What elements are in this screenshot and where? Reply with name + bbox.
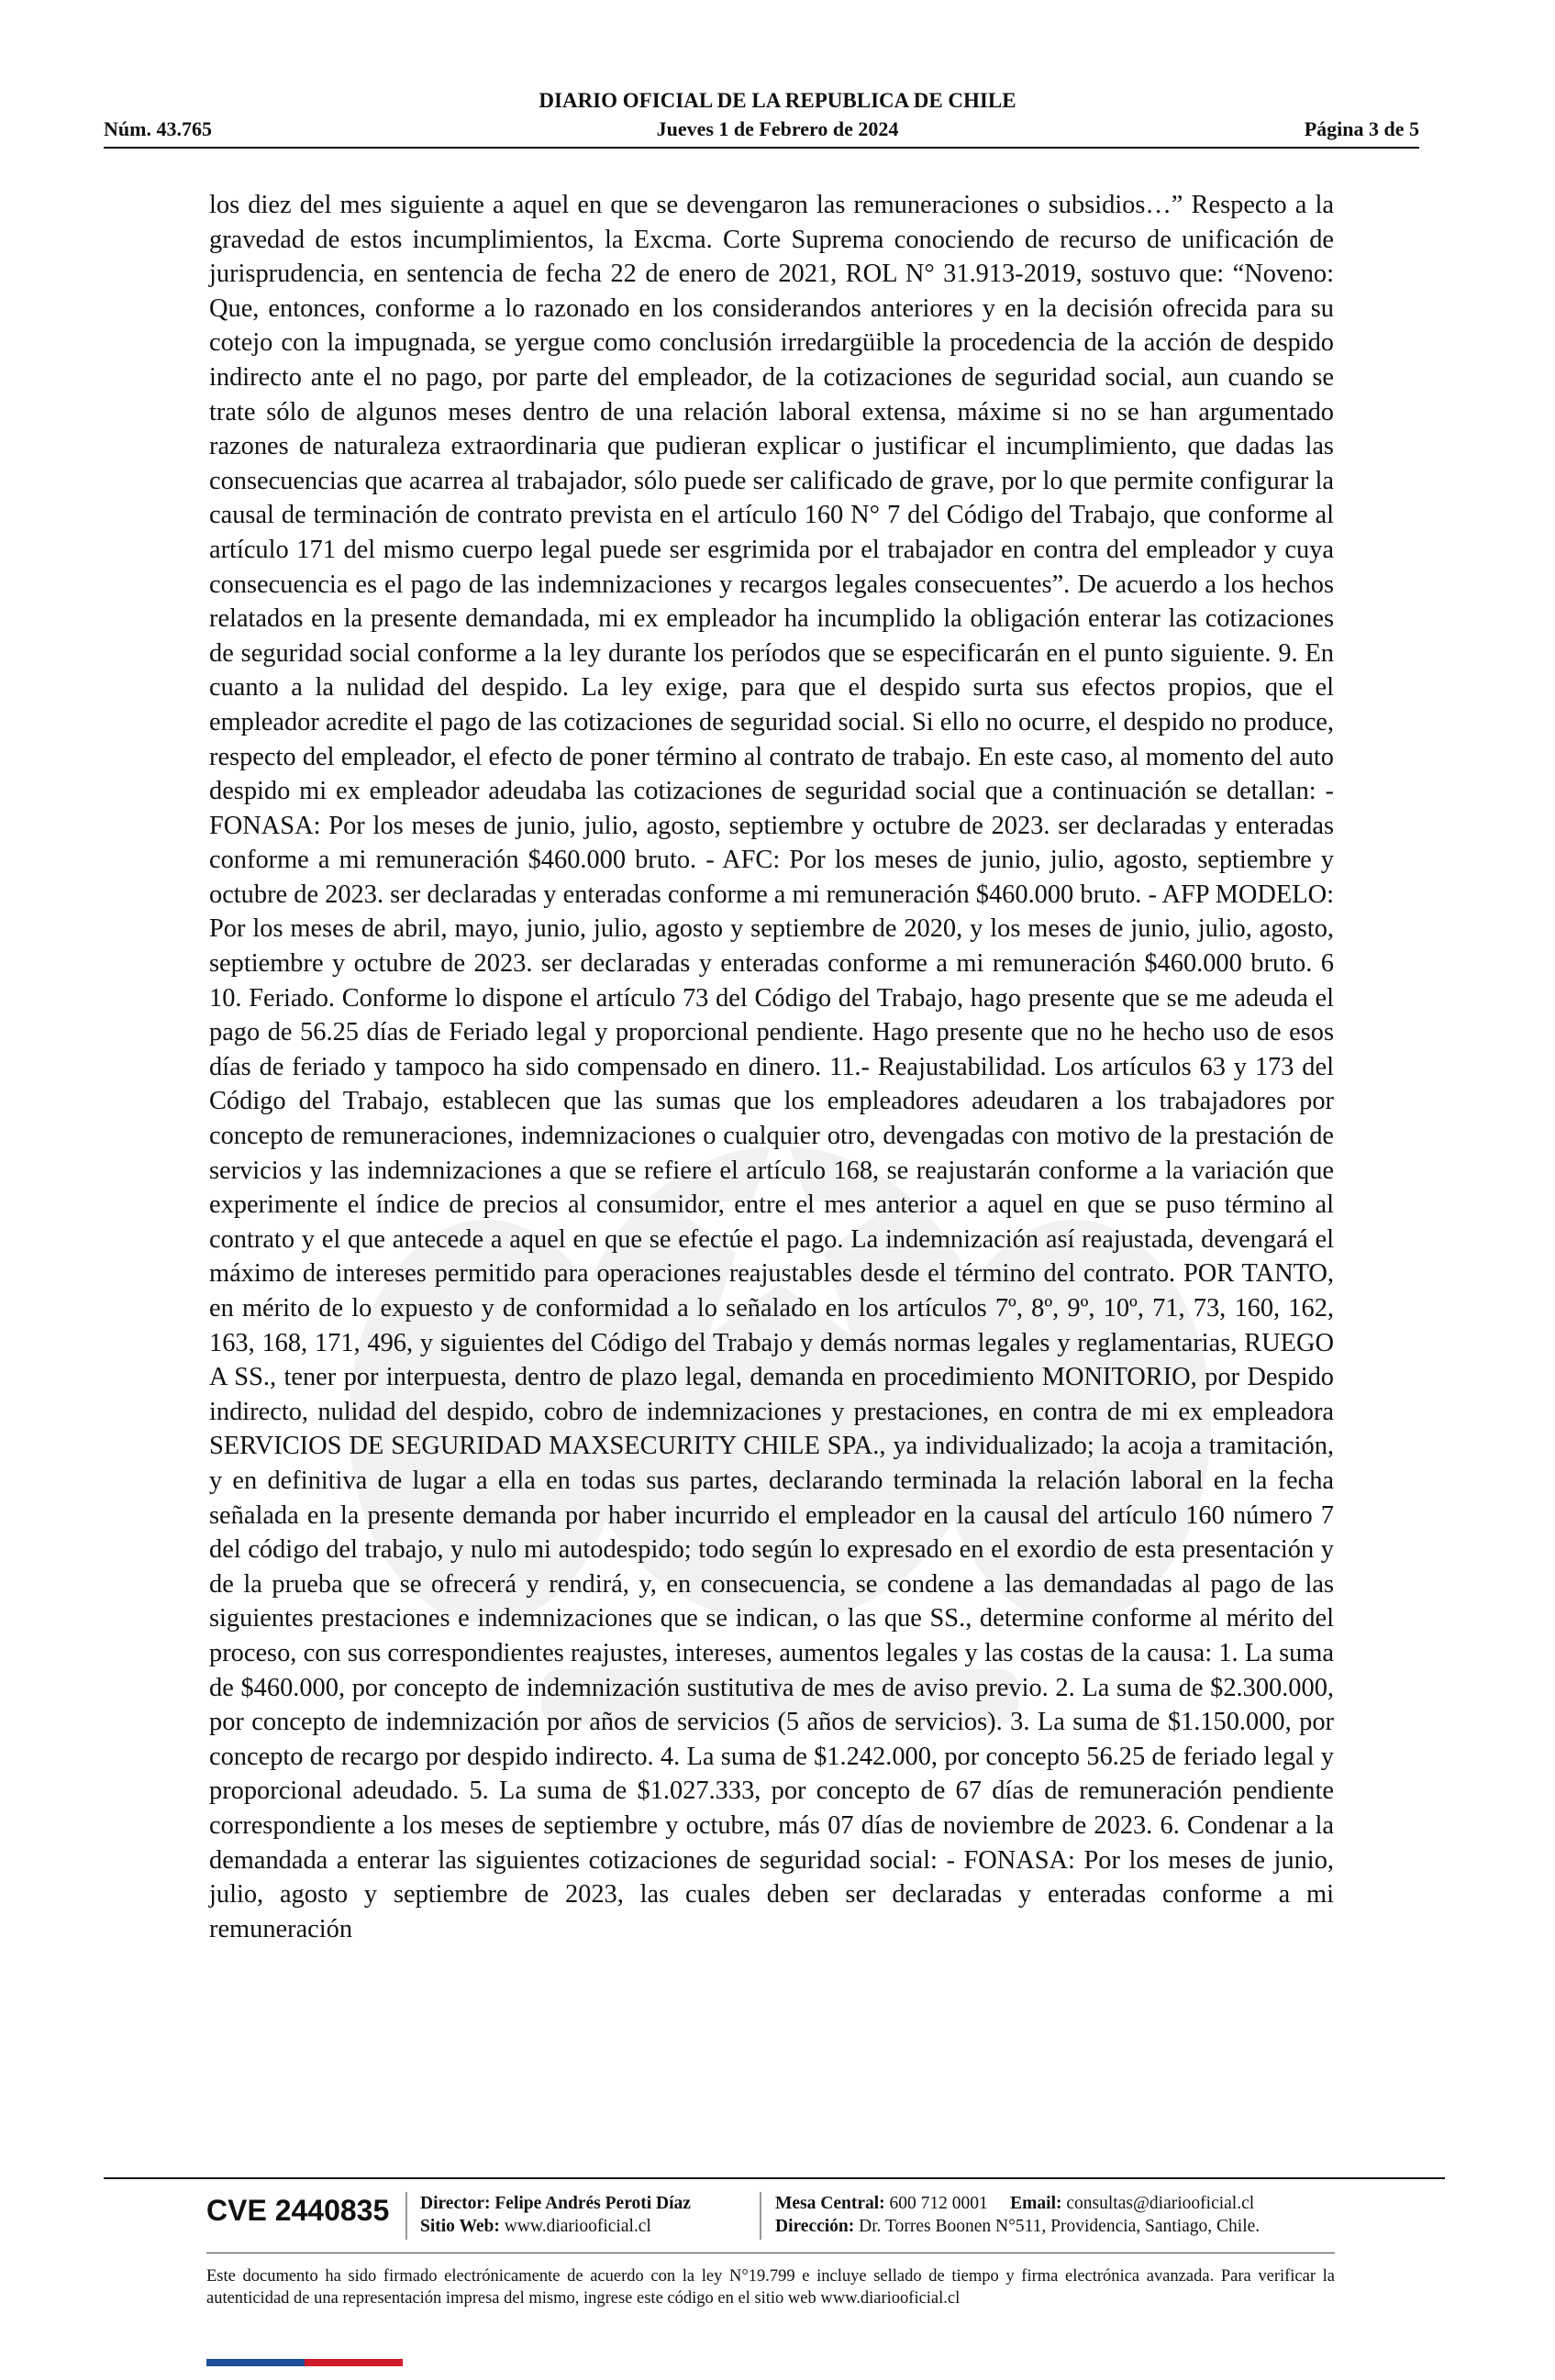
- journal-title: DIARIO OFICIAL DE LA REPUBLICA DE CHILE: [539, 89, 1016, 112]
- body-paragraph: los diez del mes siguiente a aquel en que se devengaron las remuneraciones o subsidios…” Respecto a la gravedad de estos incumplimientos, la Excma. Corte Suprema conociendo de recurso de unificación de jurisprudencia, en sentencia de fecha 22 de enero de 2021, ROL N° 31.913-2019, sostuvo que: “Noveno: Que, entonces, conforme a lo razonado en los considerandos anteriores y en la decisión ofrecida para su cotejo con la impugnada, se yergue como conclusión irredargüible la procedencia de la acción de despido indirecto ante el no pago, por parte del empleador, de la cotizaciones de seguridad social, aun cuando se trate sólo de algunos meses dentro de una relación laboral extensa, máxime si no se han argumentado razones de naturaleza extraordinaria que pudieran explicar o justificar el incumplimiento, que dadas las consecuencias que acarrea al trabajador, sólo puede ser calificado de grave, por lo que permite configurar la causal de terminación de contrato prevista en el artículo 160 N° 7 del Código del Trabajo, que conforme al artículo 171 del mismo cuerpo legal puede ser esgrimida por el trabajador en contra del empleador y cuya consecuencia es el pago de las indemnizaciones y recargos legales consecuentes”. De acuerdo a los hechos relatados en la presente demandada, mi ex empleador ha incumplido la obligación enterar las cotizaciones de seguridad social conforme a la ley durante los períodos que se especificarán en el punto siguiente. 9. En cuanto a la nulidad del despido. La ley exige, para que el despido surta sus efectos propios, que el empleador acredite el pago de las cotizaciones de seguridad social. Si ello no ocurre, el despido no produce, respecto del empleador, el efecto de poner término al contrato de trabajo. En este caso, al momento del auto despido mi ex empleador adeudaba las cotizaciones de seguridad social que a continuación se detallan: - FONASA: Por los meses de junio, julio, agosto, septiembre y octubre de 2023. ser declaradas y enteradas conforme a mi remuneración $460.000 bruto. - AFC: Por los meses de junio, julio, agosto, septiembre y octubre de 2023. ser declaradas y enteradas conforme a mi remuneración $460.000 bruto. - AFP MODELO: Por los meses de abril, mayo, junio, julio, agosto y septiembre de 2020, y los meses de junio, julio, agosto, septiembre y octubre de 2023. ser declaradas y enteradas conforme a mi remuneración $460.000 bruto. 6 10. Feriado. Conforme lo dispone el artículo 73 del Código del Trabajo, hago presente que se me adeuda el pago de 56.25 días de Feriado legal y proporcional pendiente. Hago presente que no he hecho uso de esos días de feriado y tampoco ha sido compensado en dinero. 11.- Reajustabilidad. Los artículos 63 y 173 del Código del Trabajo, establecen que las sumas que los empleadores adeudaren a los trabajadores por concepto de remuneraciones, indemnizaciones o cualquier otro, devengadas con motivo de la prestación de servicios y las indemnizaciones a que se refiere el artículo 168, se reajustarán conforme a la variación que experimente el índice de precios al consumidor, entre el mes anterior a aquel en que se puso término al contrato y el que antecede a aquel en que se efectúe el pago. La indemnización así reajustada, devengará el máximo de intereses permitido para operaciones reajustables desde el término del contrato. POR TANTO, en mérito de lo expuesto y de conformidad a lo señalado en los artículos 7º, 8º, 9º, 10º, 71, 73, 160, 162, 163, 168, 171, 496, y siguientes del Código del Trabajo y demás normas legales y reglamentarias, RUEGO A SS., tener por interpuesta, dentro de plazo legal, demanda en procedimiento MONITORIO, por Despido indirecto, nulidad del despido, cobro de indemnizaciones y prestaciones, en contra de mi ex empleadora SERVICIOS DE SEGURIDAD MAXSECURITY CHILE SPA., ya individualizado; la acoja a tramitación, y en definitiva de lugar a ella en todas sus partes, declarando terminada la relación laboral en la fecha señalada en la presente demanda por haber incurrido el empleador en la causal del artículo 160 número 7 del código del trabajo, y nulo mi autodespido; todo según lo expresado en el exordio de esta presentación y de la prueba que se ofrecerá y rendirá, y, en consecuencia, se condene a las demandadas al pago de las siguientes prestaciones e indemnizaciones que se indican, o las que SS., determine conforme al mérito del proceso, con sus correspondientes reajustes, intereses, aumentos legales y las costas de la causa: 1. La suma de $460.000, por concepto de indemnización sustitutiva de mes de aviso previo. 2. La suma de $2.300.000, por concepto de indemnización por años de servicios (5 años de servicios). 3. La suma de $1.150.000, por concepto de recargo por despido indirecto. 4. La suma de $1.242.000, por concepto 56.25 de feriado legal y proporcional adeudado. 5. La suma de $1.027.333, por concepto de 67 días de remuneración pendiente correspondiente a los meses de septiembre y octubre, más 07 días de noviembre de 2023. 6. Condenar a la demandada a enterar las siguientes cotizaciones de seguridad social: - FONASA: Por los meses de junio, julio, agosto y septiembre de 2023, las cuales deben ser declaradas y enteradas conforme a mi remuneración: [209, 191, 1334, 1943]
- footer-legal-notice: Este documento ha sido firmado electrónicamente de acuerdo con la ley N°19.799 e incluye sellado de tiempo y firma electrónica avanzada. Para verificar la autenticidad de una representación impresa del mismo, ingrese este código en el sitio web www.diariooficial.cl: [206, 2267, 1335, 2308]
- director-name: Felipe Andrés Peroti Díaz: [494, 2194, 691, 2213]
- email-link[interactable]: consultas@diariooficial.cl: [1066, 2194, 1255, 2213]
- footer-director-block: [420, 2192, 691, 2238]
- footer-separator: [405, 2192, 407, 2240]
- flag-red-segment: [305, 2359, 403, 2366]
- phone-label: Mesa Central:: [775, 2194, 885, 2213]
- web-label: Sitio Web:: [420, 2217, 500, 2236]
- web-link[interactable]: www.diariooficial.cl: [504, 2217, 651, 2236]
- page-header: [0, 0, 1555, 156]
- header-divider: [104, 147, 1419, 149]
- footer-separator: [760, 2192, 761, 2240]
- page-number: Página 3 de 5: [1304, 117, 1419, 140]
- chile-flag-stripe: [206, 2359, 403, 2366]
- issue-number: Núm. 43.765: [104, 117, 212, 140]
- flag-blue-segment: [206, 2359, 305, 2366]
- page-footer: [0, 2174, 1555, 2380]
- director-label: Director:: [420, 2194, 491, 2213]
- phone-number: 600 712 0001: [889, 2194, 988, 2213]
- address-text: Dr. Torres Boonen N°511, Providencia, Santiago, Chile.: [859, 2217, 1261, 2236]
- cve-code: CVE 2440835: [206, 2194, 390, 2227]
- footer-contact-block: [775, 2192, 1260, 2238]
- issue-date: Jueves 1 de Febrero de 2024: [656, 117, 899, 140]
- address-label: Dirección:: [775, 2217, 855, 2236]
- email-label: Email:: [1010, 2194, 1062, 2213]
- footer-divider: [104, 2177, 1445, 2179]
